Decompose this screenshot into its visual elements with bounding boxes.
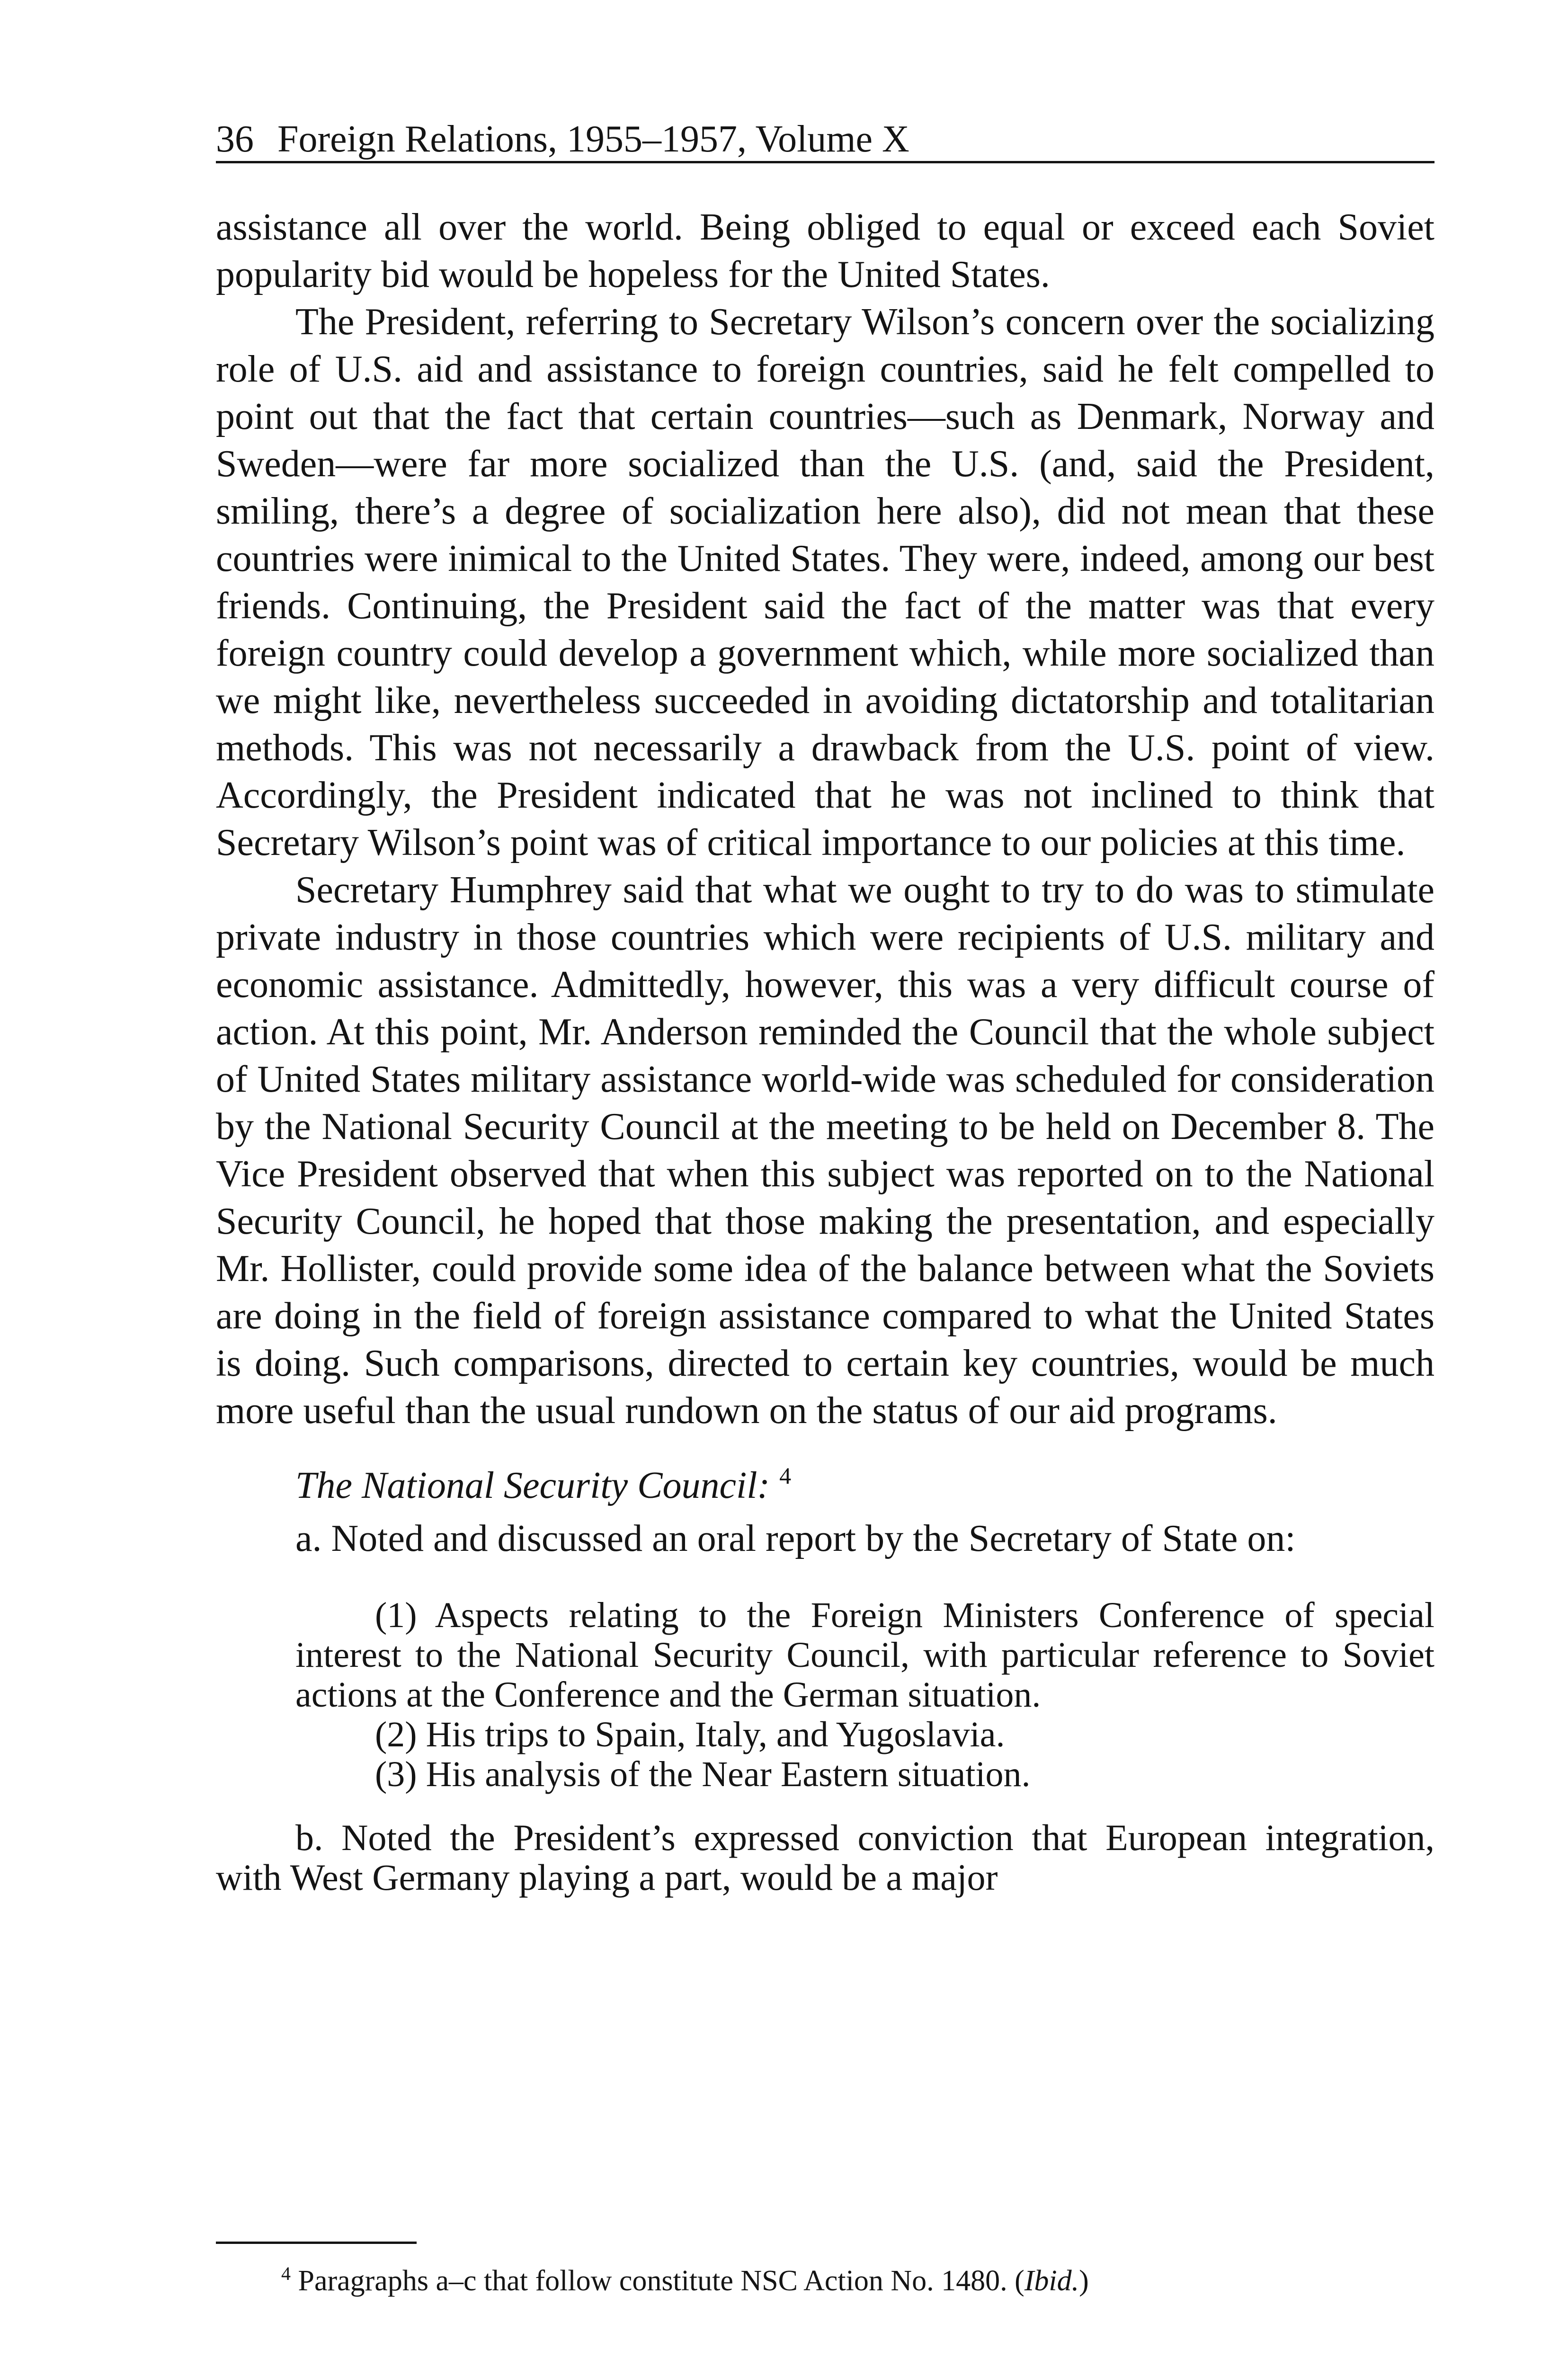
running-title: Foreign Relations, 1955–1957, Volume X xyxy=(277,118,909,160)
footnote-divider xyxy=(216,2242,417,2244)
paragraph-2: The President, referring to Secretary Wilson’s concern over the socializing role of U.S. aid and assistance to foreign countries, said he felt compelled to point out that the fact that certain countries—such as Denmark, Norway and Sweden—were far more socialized than the U.S. (and, said the President, smiling, there’s a degree of socialization here also), did not mean that these countries were inimical to the United States. They were, indeed, among our best friends. Continuing, the President said the fact of the matter was that every foreign country could develop a government which, while more socialized than we might like, nevertheless succeeded in avoiding dictatorship and totalitarian methods. This was not necessarily a drawback from the U.S. point of view. Accordingly, the President indicated that he was not inclined to think that Secretary Wilson’s point was of critical importance to our policies at this time. xyxy=(216,301,1434,863)
action-item-b: b. Noted the President’s expressed conviction that European integration, with West Germany playing a part, would be a major xyxy=(216,1817,1434,1898)
sub-item-2: (2) His trips to Spain, Italy, and Yugoslavia. xyxy=(375,1715,1005,1754)
page-number: 36 xyxy=(216,118,254,160)
action-heading-text: The National Security Council: xyxy=(295,1465,770,1506)
running-header xyxy=(216,117,1434,163)
footnote-ref-4: 4 xyxy=(779,1462,792,1489)
footnote-text: Paragraphs a–c that follow constitute NSC Action No. 1480. ( xyxy=(298,2265,1025,2297)
sub-item-3: (3) His analysis of the Near Eastern situation. xyxy=(375,1754,1031,1794)
paragraph-3: Secretary Humphrey said that what we ought to try to do was to stimulate private industry in those countries which were recipients of U.S. military and economic assistance. Admittedly, however, this was a very difficult course of action. At this point, Mr. Anderson reminded the Council that the whole subject of United States military assistance world-wide was scheduled for consideration by the National Security Council at the meeting to be held on December 8. The Vice President observed that when this subject was reported on to the National Security Council, he hoped that those making the presentation, and especially Mr. Hollister, could provide some idea of the balance between what the Soviets are doing in the field of foreign assistance compared to what the United States is doing. Such comparisons, directed to certain key countries, would be much more useful than the usual rundown on the status of our aid programs. xyxy=(216,869,1434,1432)
action-item-a: a. Noted and discussed an oral report by the Secretary of State on: xyxy=(295,1518,1296,1559)
footnote-number: 4 xyxy=(281,2263,291,2284)
main-text xyxy=(216,204,1434,1897)
sub-item-1: (1) Aspects relating to the Foreign Ministers Conference of special interest to the National Security Council, with particular reference to Soviet actions at the Conference and the German situation. xyxy=(295,1595,1434,1715)
action-heading xyxy=(216,1462,1434,1509)
footnote-close: ) xyxy=(1079,2265,1089,2297)
sub-item-list xyxy=(216,1595,1434,1794)
footnote xyxy=(281,2263,1432,2299)
paragraph-1: assistance all over the world. Being obliged to equal or exceed each Soviet popularity bid would be hopeless for the United States. xyxy=(216,206,1434,295)
footnote-ibid: Ibid. xyxy=(1024,2265,1079,2297)
